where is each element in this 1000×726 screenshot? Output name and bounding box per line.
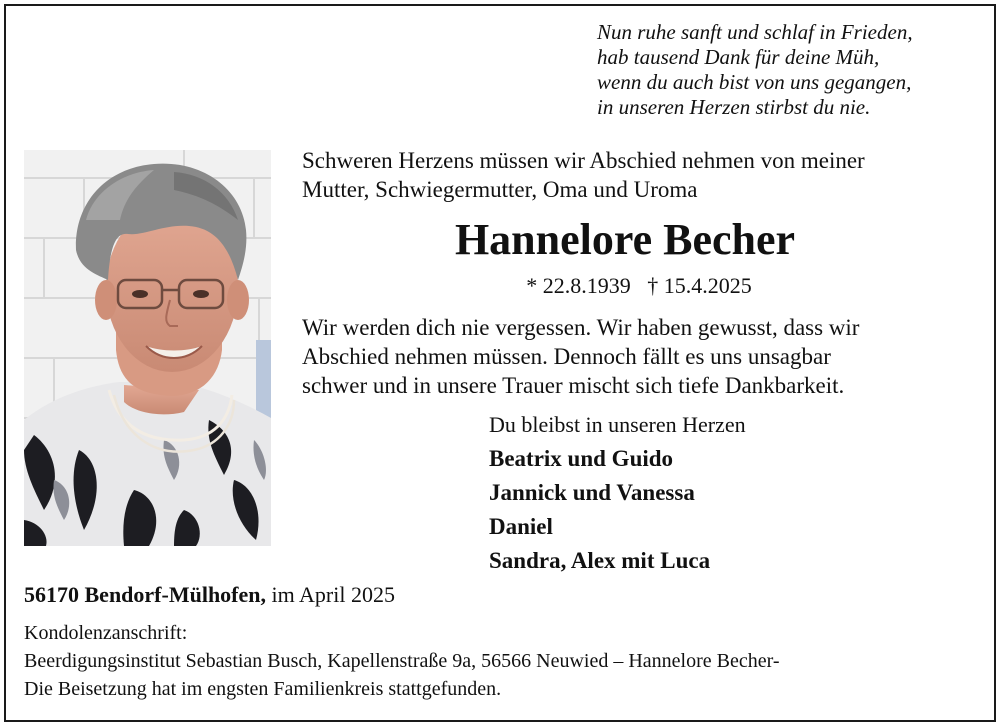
message-line: Abschied nehmen müssen. Dennoch fällt es uns unsagbar [302,344,831,369]
mourner-name: Jannick und Vanessa [489,480,695,505]
message-text [302,313,859,400]
mourner-name: Daniel [489,514,553,539]
mourner-name: Sandra, Alex mit Luca [489,548,711,573]
place-date-line [24,581,395,609]
mourners-list [489,442,710,578]
poem-line: in unseren Herzen stirbst du nie. [597,95,871,119]
life-dates [302,272,976,300]
poem [597,20,913,120]
mourners-heading: Du bleibst in unseren Herzen [489,412,746,437]
message-line: schwer und in unsere Trauer mischt sich tiefe Dankbarkeit. [302,373,845,398]
birth-date: * 22.8.1939 [526,273,631,298]
intro-line: Schweren Herzens müssen wir Abschied nehmen von meiner [302,148,865,173]
contact-label: Kondolenzanschrift: [24,622,188,644]
deceased-name: Hannelore Becher [454,215,796,264]
death-date: † 15.4.2025 [647,273,752,298]
contact-address: Beerdigungsinstitut Sebastian Busch, Kapellenstraße 9a, 56566 Neuwied – Hannelore Becher- [24,650,780,672]
mourner-name: Beatrix und Guido [489,446,674,471]
poem-line: hab tausend Dank für deine Müh, [597,45,880,69]
poem-line: Nun ruhe sanft und schlaf in Frieden, [597,20,913,44]
place: 56170 Bendorf-Mülhofen, [24,582,266,607]
intro-line: Mutter, Schwiegermutter, Oma und Uroma [302,177,698,202]
burial-note: Die Beisetzung hat im engsten Familienkreis stattgefunden. [24,678,502,700]
portrait-photo [24,150,271,546]
message-line: Wir werden dich nie vergessen. Wir haben gewusst, dass wir [302,315,860,340]
date: im April 2025 [271,582,395,607]
intro-text [302,146,865,204]
contact-block [24,619,780,703]
poem-line: wenn du auch bist von uns gegangen, [597,70,912,94]
